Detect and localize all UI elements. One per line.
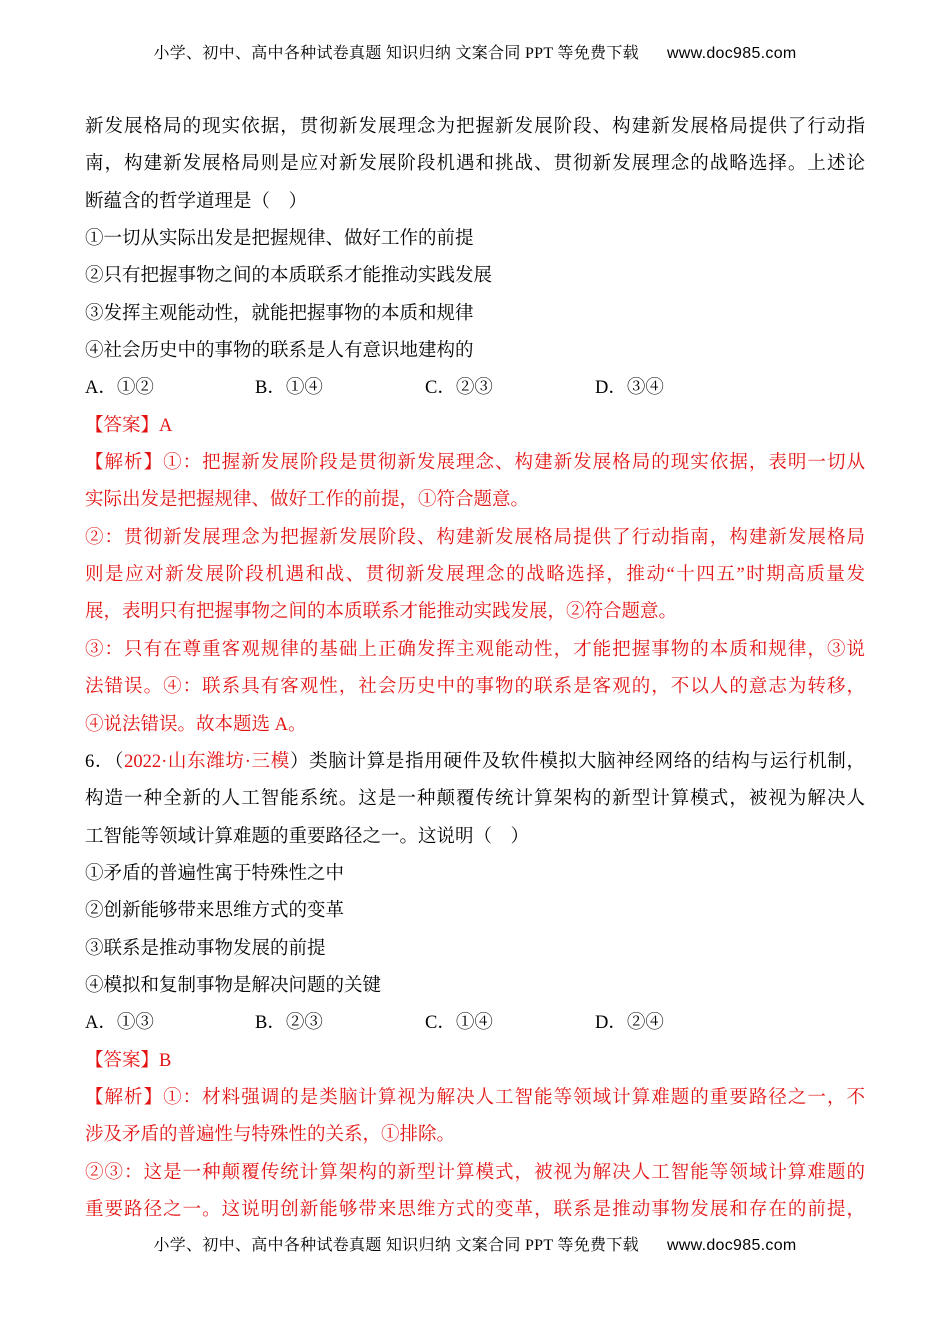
analysis-line [85, 1080, 865, 1117]
question-stem-line [85, 744, 865, 781]
statement-line [85, 893, 865, 930]
text-span: ②：贯彻新发展理念为把握新发展阶段、构建新发展格局提供了行动指南，构建新发展格局 [85, 527, 865, 548]
answer-line [85, 408, 865, 445]
text-span: 新发展格局的现实依据，贯彻新发展理念为把握新发展阶段、构建新发展格局提供了行动指 [85, 117, 865, 137]
text-span: 断蕴含的哲学道理是（ ） [85, 191, 308, 212]
analysis-line [85, 669, 865, 706]
text-span: 【答案】B [85, 1050, 172, 1071]
question-stem-line [85, 146, 865, 183]
text-span: 涉及矛盾的普遍性与特殊性的关系，①排除。 [85, 1125, 456, 1146]
text-span: 2022·山东潍坊·三模 [124, 751, 290, 772]
analysis-line [85, 482, 865, 519]
analysis-line [85, 445, 865, 482]
text-span: ④社会历史中的事物的联系是人有意识地建构的 [85, 341, 474, 362]
question-stem-line [85, 781, 865, 818]
statement-line [85, 931, 865, 968]
analysis-line [85, 1192, 865, 1229]
text-span: ②只有把握事物之间的本质联系才能推动实践发展 [85, 266, 493, 287]
text-span: ①一切从实际出发是把握规律、做好工作的前提 [85, 229, 474, 250]
text-span: ②③：这是一种颠覆传统计算架构的新型计算模式，被视为解决人工智能等领域计算难题的 [85, 1162, 865, 1183]
text-span: ④模拟和复制事物是解决问题的关键 [85, 975, 382, 996]
document-body [85, 109, 865, 1229]
footer-promo-text: 小学、初中、高中各种试卷真题 知识归纳 文案合同 PPT 等免费下载 [153, 1237, 639, 1254]
options-row [85, 370, 865, 407]
text-span: ②创新能够带来思维方式的变革 [85, 901, 345, 922]
text-span: ④说法错误。故本题选 A。 [85, 714, 307, 735]
text-span: ①矛盾的普遍性寓于特殊性之中 [85, 863, 345, 884]
statement-line [85, 221, 865, 258]
page-footer-note [0, 1232, 950, 1255]
question-stem-line [85, 109, 865, 146]
text-span: 实际出发是把握规律、做好工作的前提，①符合题意。 [85, 490, 530, 511]
statement-line [85, 333, 865, 370]
option-item: B．①④ [255, 378, 323, 399]
analysis-line [85, 632, 865, 669]
question-stem-line [85, 819, 865, 856]
text-span: 【解析】①：材料强调的是类脑计算视为解决人工智能等领域计算难题的重要路径之一，不 [85, 1087, 865, 1108]
analysis-line [85, 520, 865, 557]
option-item: A．①② [85, 378, 154, 399]
text-span: 6．（ [85, 751, 125, 772]
text-span: ③联系是推动事物发展的前提 [85, 938, 326, 959]
header-site-url: www.doc985.com [666, 45, 797, 62]
option-item: A．①③ [85, 1013, 154, 1034]
analysis-line [85, 594, 865, 631]
option-item: C．②③ [425, 378, 493, 399]
text-span: ③发挥主观能动性，就能把握事物的本质和规律 [85, 303, 474, 324]
text-span: 南，构建新发展格局则是应对新发展阶段机遇和挑战、贯彻新发展理念的战略选择。上述论 [85, 154, 865, 175]
analysis-line [85, 557, 865, 594]
analysis-line [85, 1155, 865, 1192]
page-header-note [0, 40, 950, 63]
text-span: 【解析】①：把握新发展阶段是贯彻新发展理念、构建新发展格局的现实依据，表明一切从 [85, 453, 865, 474]
analysis-line [85, 707, 865, 744]
text-span: 重要路径之一。这说明创新能够带来思维方式的变革，联系是推动事物发展和存在的前提， [85, 1199, 865, 1220]
footer-site-url: www.doc985.com [666, 1237, 797, 1254]
text-span: ）类脑计算是指用硬件及软件模拟大脑神经网络的结构与运行机制， [289, 751, 865, 772]
statement-line [85, 968, 865, 1005]
text-span: ③：只有在尊重客观规律的基础上正确发挥主观能动性，才能把握事物的本质和规律，③说 [85, 639, 865, 660]
question-stem-line [85, 184, 865, 221]
option-item: D．③④ [595, 378, 664, 399]
options-row [85, 1005, 865, 1042]
statement-line [85, 856, 865, 893]
header-promo-text: 小学、初中、高中各种试卷真题 知识归纳 文案合同 PPT 等免费下载 [153, 45, 639, 62]
option-item: B．②③ [255, 1013, 323, 1034]
answer-line [85, 1043, 865, 1080]
statement-line [85, 296, 865, 333]
statement-line [85, 258, 865, 295]
text-span: 法错误。④：联系具有客观性，社会历史中的事物的联系是客观的，不以人的意志为转移， [85, 677, 865, 698]
text-span: 【答案】A [85, 415, 173, 436]
text-span: 工智能等领域计算难题的重要路径之一。这说明（ ） [85, 826, 530, 847]
text-span: 构造一种全新的人工智能系统。这是一种颠覆传统计算架构的新型计算模式，被视为解决人 [85, 789, 865, 810]
option-item: C．①④ [425, 1013, 493, 1034]
analysis-line [85, 1117, 865, 1154]
option-item: D．②④ [595, 1013, 664, 1034]
text-span: 展，表明只有把握事物之间的本质联系才能推动实践发展，②符合题意。 [85, 602, 678, 623]
text-span: 则是应对新发展阶段机遇和战、贯彻新发展理念的战略选择，推动“十四五”时期高质量发 [85, 565, 865, 586]
